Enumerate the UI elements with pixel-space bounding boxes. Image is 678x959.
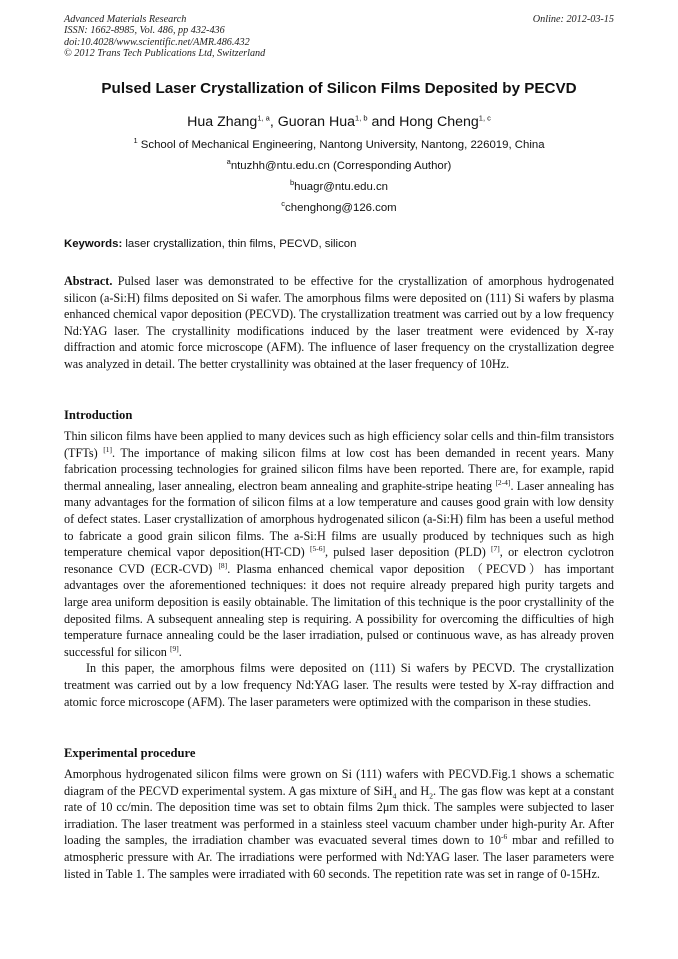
subscript: 2 (429, 791, 433, 801)
author-separator: and (367, 114, 400, 130)
author-list (0, 113, 678, 131)
email-text: chenghong@126.com (285, 202, 397, 214)
author-name: Guoran Hua (277, 114, 356, 130)
journal-name: Advanced Materials Research (64, 14, 187, 25)
author-email (0, 201, 678, 216)
citation: [8] (218, 560, 228, 570)
author-affil-mark: 1, c (478, 113, 491, 123)
email-text: ntuzhh@ntu.edu.cn (Corresponding Author) (230, 160, 452, 172)
doi-line: doi:10.4028/www.scientific.net/AMR.486.432 (64, 36, 250, 48)
issn-line: ISSN: 1662-8985, Vol. 486, pp 432-436 (64, 25, 225, 37)
introduction-paragraph: Thin silicon films have been applied to many devices such as high efficiency solar cells and thin-film transistors (TFTs) [1]. The importance of making silicon films at low cost has been demanded in recent years. Many fabrication processing technologies for grained silicon films have been reported. There are, for example, rapid thermal annealing, laser annealing, electron beam annealing and graphite-stripe heating [2-4]. Laser annealing has many advantages for the formation of silicon films at a low temperature and causes good grain with low density of defect states. Laser crystallization of amorphous hydrogenated silicon (a-Si:H) film has been a useful method to fabricate a good grain silicon films. The a-Si:H films are usually produced by techniques such as high temperature chemical vapor deposition(HT-CD) [5-6], pulsed laser deposition (PLD) [7], or electron cyclotron resonance CVD (ECR-CVD) [8]. Plasma enhanced chemical vapor deposition （PECVD）has important advantages over the aforementioned techniques: it does not require already prepared high purity targets and large area uniform deposition is easily obtainable. The limitation of this technique is the poor crystallinity of the deposited films. A subsequent annealing step is requiring. A possibility for overcoming the difficulties of high temperature furnace annealing could be the laser irradiation, pulsed or continuous wave, as has already proven successful for silicon [9]. (64, 429, 615, 659)
affiliation-mark: 1 (133, 136, 138, 146)
email-mark: a (226, 157, 231, 167)
affiliation (0, 138, 678, 153)
abstract (64, 273, 614, 373)
email-mark: b (289, 178, 295, 188)
citation: [2-4] (495, 477, 511, 487)
citation: [7] (491, 544, 500, 554)
abstract-label: Abstract. (64, 274, 113, 288)
introduction-paragraph: In this paper, the amorphous films were deposited on (111) Si wafers by PECVD. The crystallization treatment was carried out by a low frequency Nd:YAG laser. The results were tested by X-ray diffraction and atomic force microscope (AFM). The laser parameters were optimized with the comparison in these studies. (64, 661, 614, 709)
author-email (0, 159, 678, 174)
keywords (64, 237, 624, 252)
author-name: Hua Zhang (187, 114, 258, 130)
citation: [1] (103, 444, 112, 454)
copyright-line: © 2012 Trans Tech Publications Ltd, Switzerland (64, 48, 266, 60)
author-email (0, 180, 678, 195)
keywords-label: Keywords: (64, 238, 123, 250)
keywords-text: laser crystallization, thin films, PECVD, silicon (125, 238, 357, 250)
section-heading-experimental: Experimental procedure (64, 746, 196, 760)
abstract-text: Pulsed laser was demonstrated to be effective for the crystallization of amorphous hydrogenated silicon (a-Si:H) films deposited on Si wafer. The amorphous films were deposited on (111) Si wafers by plasma enhanced chemical vapor deposition (PECVD). The crystallization treatment was carried out by a low frequency Nd:YAG laser. The crystallinity modifications induced by the laser treatment were evidenced by X-ray diffraction and atomic force microscope (AFM). The influence of laser frequency on the crystallization degree was analyzed in detail. The better crystallinity was obtained at the laser frequency of 10Hz. (64, 274, 615, 371)
email-mark: c (281, 199, 286, 209)
affiliation-text: School of Mechanical Engineering, Nantong University, Nantong, 226019, China (140, 139, 545, 151)
citation: [5-6] (309, 544, 325, 554)
experimental-body (64, 766, 614, 882)
email-text: huagr@ntu.edu.cn (294, 181, 389, 193)
paper-title: Pulsed Laser Crystallization of Silicon Films Deposited by PECVD (101, 80, 577, 97)
author-affil-mark: 1, a (257, 113, 270, 123)
unit-micrometer: μm (382, 800, 399, 815)
author-name: Hong Cheng (399, 114, 479, 130)
superscript: -6 (501, 832, 508, 842)
experimental-paragraph: Amorphous hydrogenated silicon films were grown on Si (111) wafers with PECVD.Fig.1 shows a schematic diagram of the PECVD experimental system. A gas mixture of SiH$_4$ and $H_2$. The gas flow was kept at a constant rate of 10 cc/min. The deposition time was set to obtain films 2μm thick. The samples were subjected to laser irradiation. The laser treatment was performed in a stainless steel vacuum chamber under high-purity Ar. After loading the samples, the irradiation chamber was evacuated several times down to $10^{-6}$ mbar and refilled to atmospheric pressure with Ar. The irradiations were performed with Nd:YAG laser. The laser parameters were listed in Table 1. The samples were irradiated with 60 seconds. The repetition rate was set in range of 0-15Hz. (64, 767, 615, 881)
journal-header (64, 14, 265, 60)
author-separator: , (269, 114, 278, 130)
section-heading-introduction: Introduction (64, 408, 133, 422)
subscript: 4 (392, 791, 397, 801)
citation: [9] (169, 643, 179, 653)
author-affil-mark: 1, b (355, 113, 368, 123)
introduction-body (64, 428, 614, 710)
online-date: Online: 2012-03-15 (532, 14, 614, 25)
